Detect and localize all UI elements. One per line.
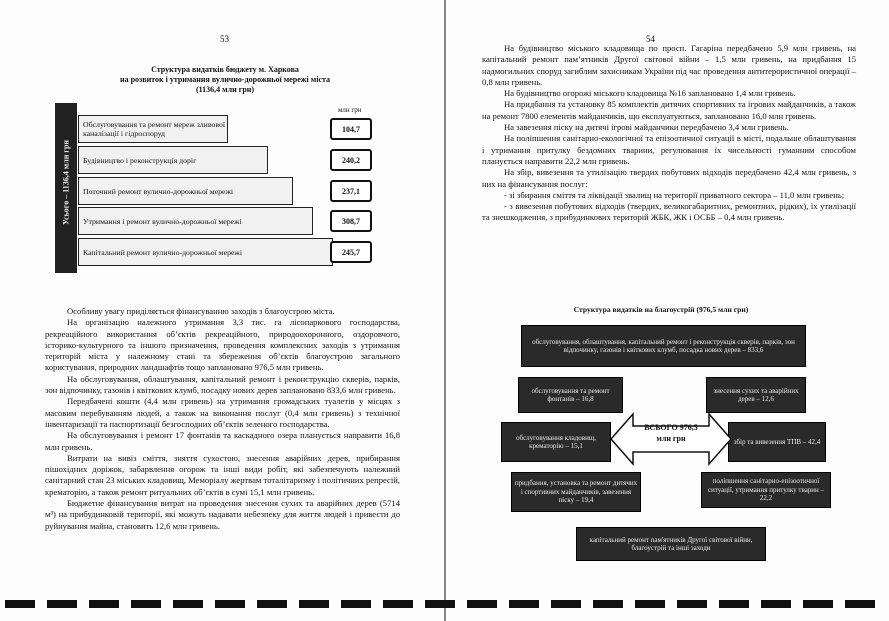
dash-mark: [89, 600, 119, 608]
right-para: На поліпшення санітарно-екологічної та епізоотичної ситуації в місті, подальше облаштування і утримання притулку бездомних тварини, регулювання їх чисельності гуманним способом планується направити 22,2 млн гривень.: [482, 133, 856, 166]
right-page: [446, 0, 889, 621]
dash-mark: [47, 600, 77, 608]
chart-title: [90, 65, 360, 95]
chart-bar-value: 308,7: [330, 210, 372, 232]
left-para: На організацію належного утримання 3,3 тис. га лісопаркового господарства, рекреаційного використання об’єктів рекреаційного, природоохоронного, оздоровчого, історико-культурного та іншого призначення, проведення комплексних заходів з утримання територій міста у належному стані та збереження об’єктів благоустрою загального користування, природних ландшафтів тощо заплановано 976,5 млн гривень.: [45, 317, 400, 373]
dash-mark: [509, 600, 539, 608]
dash-mark: [719, 600, 749, 608]
chart-title-line1: Структура видатків бюджету м. Харкова: [151, 65, 299, 74]
diagram-left1-box: обслуговування та ремонт фонтанів – 16,8: [518, 377, 623, 413]
dash-mark: [383, 600, 413, 608]
right-para: - зі збирання сміття та ліквідації звалищ на території приватного сектора – 11,0 млн гривень;: [504, 189, 845, 200]
diagram-right2-box: збір та вивезення ТПВ – 42,4: [728, 422, 826, 462]
dash-mark: [425, 600, 455, 608]
left-para: На обслуговування, облаштування, капітальний ремонт і реконструкцію скверів, парків, зон відпочинку, газонів і квіткових клумб, посадку нових дерев заплановано 833,6 млн гривень.: [45, 373, 400, 396]
right-para: На будівництво огорожі міського кладовища №16 заплановано 1,4 млн гривень.: [504, 88, 796, 99]
dash-mark: [593, 600, 623, 608]
dash-mark: [215, 600, 245, 608]
right-para: На збір, вивезення та утилізацію твердих побутових відходів передбачено 42,4 млн гривень, з них на фінансування послуг:: [482, 167, 856, 189]
dash-mark: [761, 600, 791, 608]
diagram-bottom-left-box: придбання, установка та ремонт дитячих і спортивних майданчиків, завезення піску – 19,4: [511, 472, 641, 512]
chart-bar: Утримання і ремонт вулично-дорожньої мережі: [78, 207, 313, 235]
dash-mark: [845, 600, 875, 608]
chart-bar-value: 240,2: [330, 149, 372, 171]
left-para: На обслуговування і ремонт 17 фонтанів та каскадного озера планується направити 16,8 млн гривень.: [45, 430, 400, 452]
chart-unit-label: млн грн: [338, 106, 362, 114]
chart-total-label: Усього – 1136,4 млн грн: [61, 139, 71, 226]
dash-mark: [551, 600, 581, 608]
chart-bar: Капітальний ремонт вулично-дорожньої мережі: [78, 238, 333, 266]
page-bottom-dashes: [0, 600, 889, 610]
right-para: На придбання та установку 85 комплектів дитячих спортивних та ігрових майданчиків, а також на ремонт 7800 елементів майданчиків, що експлуатуються, заплановано 16,0 млн гривень.: [482, 99, 856, 121]
chart-bar-value: 104,7: [330, 118, 372, 140]
chart-bar: Будівництво і реконструкція доріг: [78, 146, 268, 174]
chart-bar-value: 237,1: [330, 180, 372, 202]
page-number-left: 53: [220, 34, 229, 44]
chart-title-line3: (1136,4 млн грн): [195, 85, 255, 94]
dash-mark: [803, 600, 833, 608]
chart-total-bar: [55, 103, 77, 273]
right-para: На будівництво міського кладовища по просп. Гагаріна передбачено 5,9 млн гривень, на капітальний ремонт пам’ятників Другої світової війни – 1,5 млн гривень, на придбання 15 надмогильних споруд загиблим захисникам України під час проведення антитерористичної операції – 0,8 млн гривень.: [482, 43, 856, 87]
dash-mark: [131, 600, 161, 608]
right-para: На завезення піску на дитячі ігрові майданчики передбачено 3,4 млн гривень.: [504, 122, 789, 133]
diagram-top-box: обслуговування, облаштування, капітальний ремонт і реконструкція скверів, парків, зон відпочинку, газонів і квіткових клумб, посадка нових дерев – 833,6: [521, 325, 806, 367]
dash-mark: [299, 600, 329, 608]
diagram-bottom-right-box: поліпшення санітарно-епізоотичної ситуації, утримання притулку тварин – 22,2: [701, 472, 831, 508]
left-para: Передбачені кошти (4,4 млн гривень) на утримання громадських туалетів у місцях з масовим перебуванням людей, а також на виконання послуг (0,4 млн гривень) з технічної інвентаризації та паспортизації безгосподних об’єктів зеленого господарства.: [45, 396, 400, 429]
dash-mark: [173, 600, 203, 608]
dash-mark: [257, 600, 287, 608]
dash-mark: [467, 600, 497, 608]
left-para: Витрати на вивіз сміття, зняття сухостою, знесення аварійних дерев, прибирання пішохідних доріжок, забарвлення огорож та інші види робіт, які забезпечують належний санітарний стан 23 міських кладовищ, Меморіалу жертвам тоталітаризму і політичних репресій, крематорію, а також ремонт ритуальних об’єктів в сумі 15,1 млн гривень.: [45, 452, 400, 497]
chart-bar-value: 245,7: [330, 241, 372, 263]
right-text-block: [482, 43, 856, 224]
chart-bar: Поточний ремонт вулично-дорожньої мережі: [78, 177, 293, 205]
dash-mark: [635, 600, 665, 608]
diagram-title: Структура видатків на благоустрій (976,5 млн грн): [573, 305, 749, 314]
diagram-left2-box: обслуговування кладовищ, крематорію – 15,1: [501, 422, 611, 462]
left-para: Бюджетне фінансування витрат на проведення знесення сухих та аварійних дерев (5714 м³) на прибудинковій території, які можуть надавати небезпеку для життя людей і привести до руйнування майна, становить 12,6 млн гривень.: [45, 498, 400, 531]
page-number-right: 54: [646, 34, 655, 44]
left-text-block: [45, 306, 400, 532]
diagram-center-label: ВСЬОГО 976,5 млн грн: [644, 423, 698, 443]
diagram-right1-box: знесення сухих та аварійних дерев – 12,6: [706, 377, 806, 413]
dash-mark: [5, 600, 35, 608]
dash-mark: [677, 600, 707, 608]
left-para: Особливу увагу приділяється фінансуванню заходів з благоустрою міста.: [67, 306, 335, 316]
right-para: - з вивезення побутових відходів (твердих, великогабаритних, ремонтних, рідких), їх утилізації та знешкодження, з прибудинкових територій ЖБК, ЖК і ОСББ – 0,4 млн гривень.: [482, 201, 856, 223]
diagram-bottom-box: капітальний ремонт пам'ятників Другої світової війни, благоустрій та інші заходи: [576, 527, 766, 561]
chart-bar: Обслуговування та ремонт мереж зливової каналізації і гідроспоруд: [78, 115, 228, 143]
dash-mark: [341, 600, 371, 608]
chart-title-line2: на розвиток і утримання вулично-дорожньої мережі міста: [119, 75, 331, 84]
